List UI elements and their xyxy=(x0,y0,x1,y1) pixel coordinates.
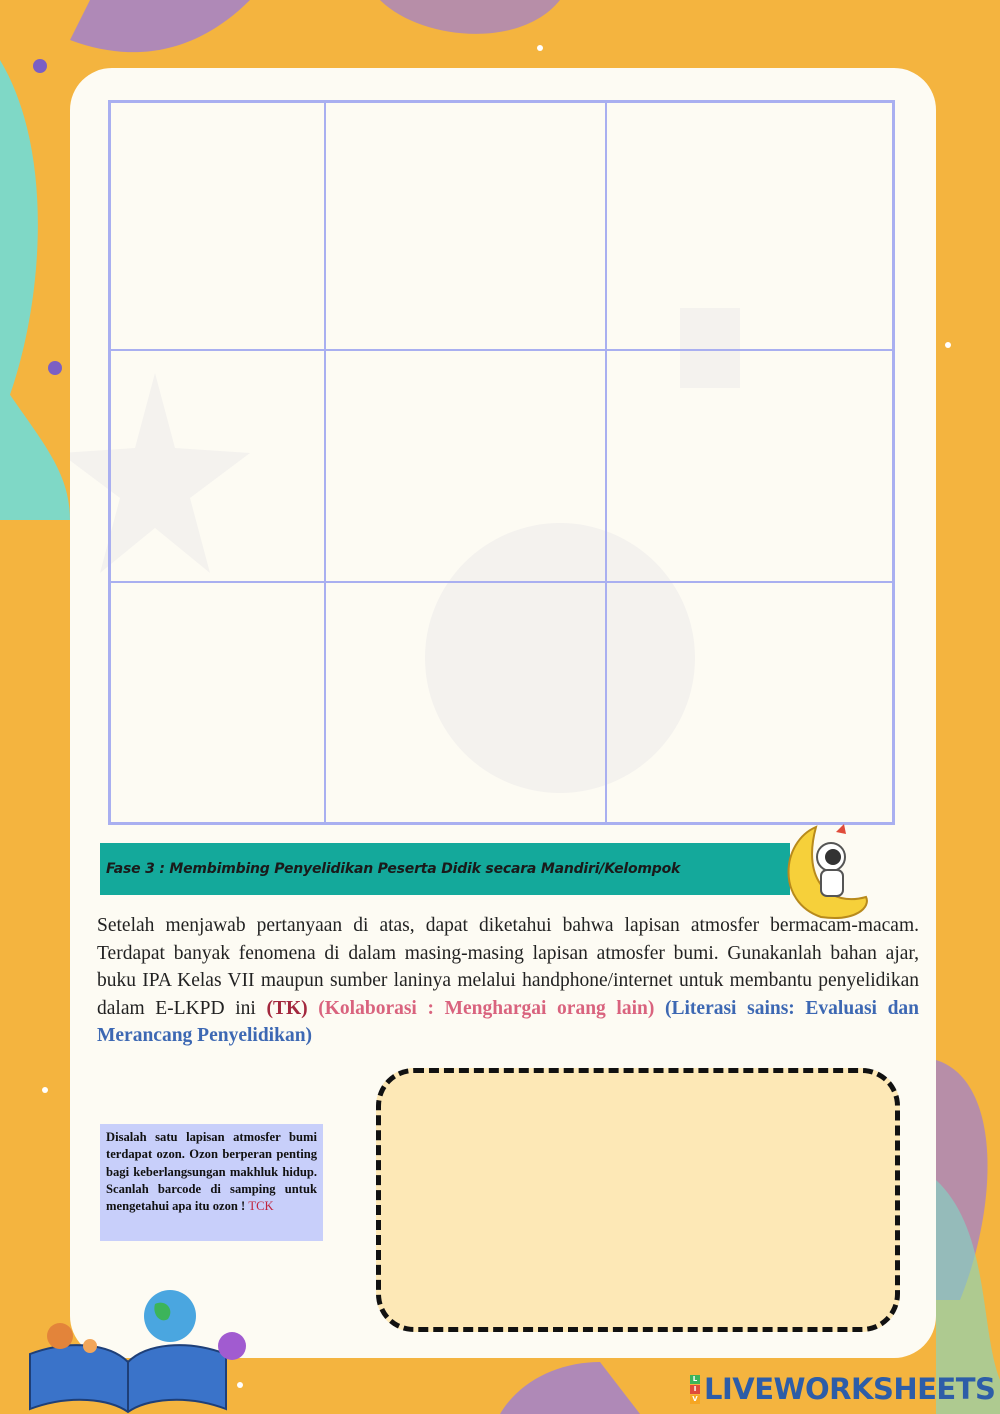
answer-box[interactable] xyxy=(376,1068,900,1332)
grid-cell[interactable] xyxy=(325,582,606,823)
note-text: Disalah satu lapisan atmosfer bumi terdapat ozon. Ozon berperan penting bagi keberlangsungan makhluk hidup. Scanlah barcode di samping untuk mengetahui apa itu ozon ! xyxy=(106,1130,317,1214)
drawing-grid xyxy=(108,100,895,825)
grid-cell[interactable] xyxy=(606,350,893,582)
instruction-paragraph xyxy=(97,912,919,1050)
grid-cell[interactable] xyxy=(110,350,325,582)
brand-name: LIVEWORKSHEETS xyxy=(704,1372,996,1406)
brand-letter: I xyxy=(690,1385,700,1394)
book-planets-icon xyxy=(10,1284,250,1414)
grid-cell[interactable] xyxy=(110,102,325,350)
grid-cell[interactable] xyxy=(325,350,606,582)
brand-logo-icon xyxy=(690,1375,700,1404)
phase-title: Fase 3 : Membimbing Penyelidikan Peserta Didik secara Mandiri/Kelompok xyxy=(106,861,681,877)
tk-tag: (TK) xyxy=(266,997,308,1019)
grid-cell[interactable] xyxy=(606,582,893,823)
phase-banner xyxy=(100,843,790,895)
grid-cell[interactable] xyxy=(606,102,893,350)
grid-cell[interactable] xyxy=(325,102,606,350)
grid-cell[interactable] xyxy=(110,582,325,823)
brand-letter: V xyxy=(690,1395,700,1404)
liveworksheets-brand xyxy=(690,1372,995,1406)
kolaborasi-tag: (Kolaborasi : Menghargai orang lain) xyxy=(318,997,655,1019)
astronaut-moon-icon xyxy=(776,822,871,922)
instruction-text: Setelah menjawab pertanyaan di atas, dapat diketahui bahwa lapisan atmosfer bermacam-macam. Terdapat banyak fenomena di dalam masing-masing lapisan atmosfer bumi. Gunakanlah bahan ajar, buku IPA Kelas VII maupun sumber laninya melalui handphone/internet untuk membantu penyelidikan dalam E-LKPD ini xyxy=(97,915,919,1019)
literasi-tag: (Literasi sains: Evaluasi dan Merancang Penyelidikan) xyxy=(97,997,920,1046)
ozone-note xyxy=(100,1124,323,1241)
tck-tag: TCK xyxy=(248,1199,274,1214)
brand-letter: L xyxy=(690,1375,700,1384)
